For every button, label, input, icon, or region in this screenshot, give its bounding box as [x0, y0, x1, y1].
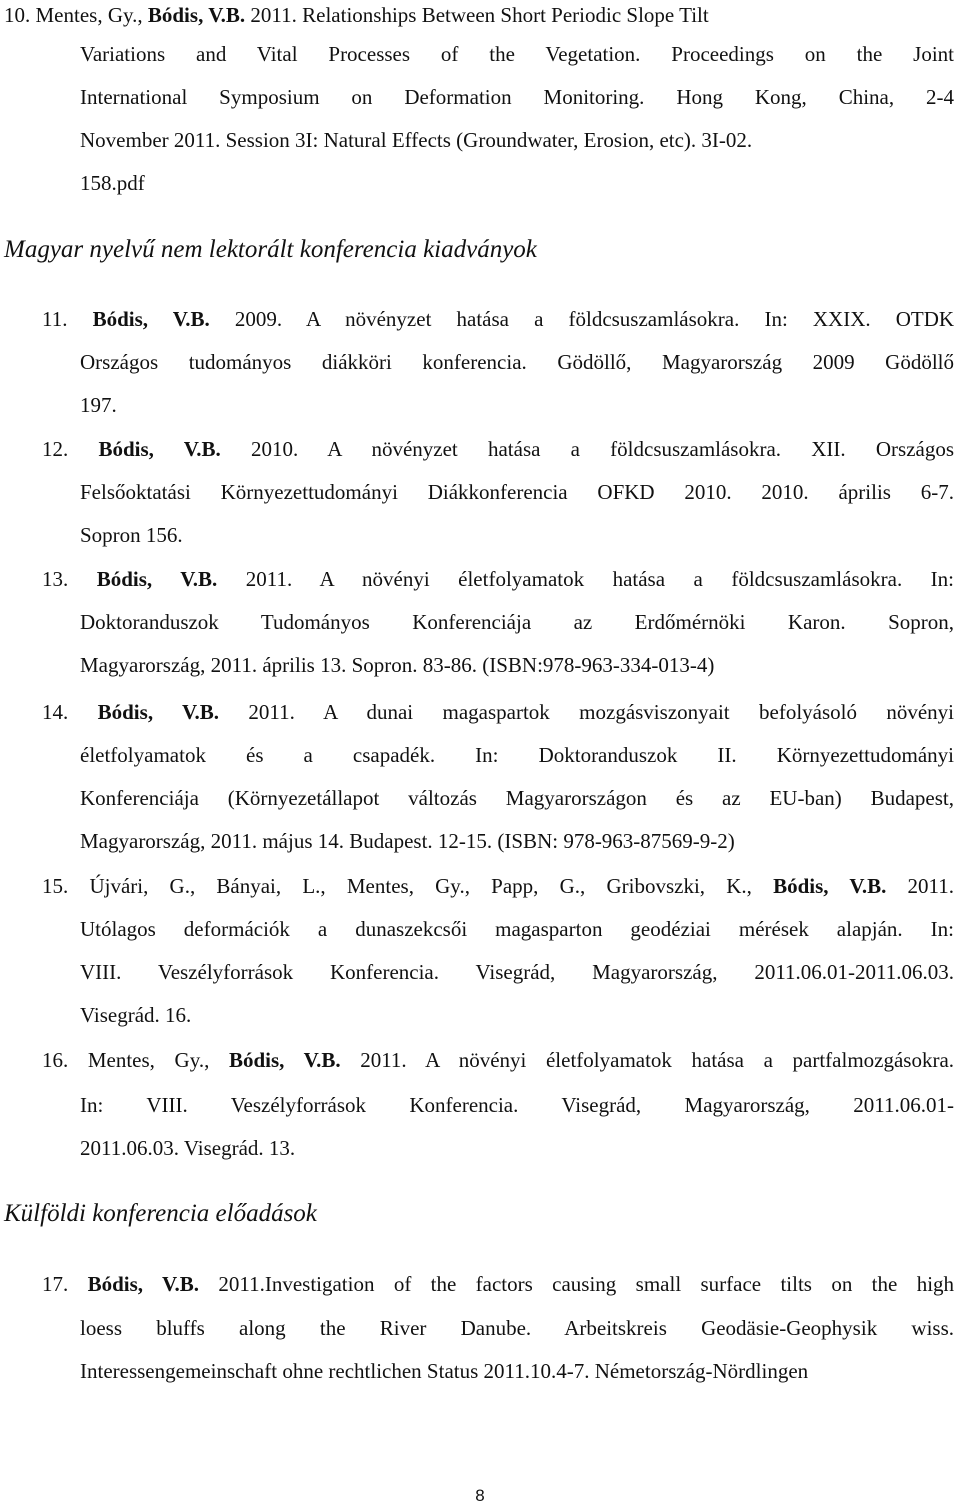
entry-text: 2011.Investigation of the factors causing small surface tilts on the high	[218, 1272, 954, 1296]
entry-number: 12.	[42, 437, 69, 461]
entry-13-line-3: Magyarország, 2011. április 13. Sopron. 83-86. (ISBN:978-963-334-013-4)	[80, 653, 715, 677]
entry-text: 2011. A dunai magaspartok mozgásviszonyait befolyásoló növényi	[248, 700, 954, 724]
entry-12-line-2: Felsőoktatási Környezettudományi Diákkonferencia OFKD 2010. 2010. április 6-7.	[80, 480, 954, 504]
entry-number: 17.	[42, 1272, 69, 1296]
entry-10-line-2: Variations and Vital Processes of the Vegetation. Proceedings on the Joint	[80, 42, 954, 66]
entry-14-line-4: Magyarország, 2011. május 14. Budapest. 12-15. (ISBN: 978-963-87569-9-2)	[80, 829, 735, 853]
entry-15-line-2: Utólagos deformációk a dunaszekcsői magasparton geodéziai mérések alapján. In:	[80, 917, 954, 941]
entry-author-bold: Bódis, V.B.	[96, 567, 218, 591]
entry-author-bold: Bódis, V.B.	[147, 3, 246, 27]
entry-15-line-4: Visegrád. 16.	[80, 1003, 192, 1027]
entry-author-bold: Bódis, V.B.	[228, 1048, 341, 1072]
entry-number: 15.	[42, 874, 69, 898]
entry-authors: Újvári, G., Bányai, L., Mentes, Gy., Papp, G., Gribovszki, K.,	[89, 874, 752, 898]
entry-author-bold: Bódis, V.B.	[97, 700, 220, 724]
entry-11-line-1	[42, 304, 954, 334]
entry-15-line-3: VIII. Veszélyforrások Konferencia. Visegrád, Magyarország, 2011.06.01-2011.06.03.	[80, 960, 954, 984]
entry-16-line-1	[42, 1045, 954, 1075]
entry-text: 2011. A növényi életfolyamatok hatása a földcsuszamlásokra. In:	[245, 567, 954, 591]
entry-text: 2011. Relationships Between Short Periodic Slope Tilt	[250, 3, 709, 27]
entry-17-line-1	[42, 1269, 954, 1299]
entry-author-bold: Bódis, V.B.	[98, 437, 221, 461]
entry-author-bold: Bódis, V.B.	[92, 307, 210, 331]
entry-14-line-2: életfolyamatok és a csapadék. In: Doktoranduszok II. Környezettudományi	[80, 743, 954, 767]
entry-13-line-1	[42, 564, 954, 594]
page-number: 8	[475, 1486, 485, 1505]
entry-authors: Mentes, Gy.,	[35, 3, 143, 27]
entry-author-bold: Bódis, V.B.	[773, 874, 887, 898]
entry-17-line-2: loess bluffs along the River Danube. Arbeitskreis Geodäsie-Geophysik wiss.	[80, 1316, 954, 1340]
entry-11-line-2: Országos tudományos diákköri konferencia. Gödöllő, Magyarország 2009 Gödöllő	[80, 350, 954, 374]
entry-number: 10.	[4, 3, 31, 27]
entry-17-line-3: Interessengemeinschaft ohne rechtlichen Status 2011.10.4-7. Németország-Nördlingen	[80, 1359, 809, 1383]
entry-text: 2011.	[907, 874, 954, 898]
entry-author-bold: Bódis, V.B.	[87, 1272, 199, 1296]
entry-15-line-1	[42, 871, 954, 901]
entry-number: 16.	[42, 1048, 69, 1072]
entry-10-line-1	[4, 0, 954, 30]
entry-10-line-4: November 2011. Session 3I: Natural Effects (Groundwater, Erosion, etc). 3I-02.	[80, 128, 753, 152]
entry-authors: Mentes, Gy.,	[87, 1048, 210, 1072]
entry-10-line-5: 158.pdf	[80, 171, 145, 195]
entry-text: 2011. A növényi életfolyamatok hatása a partfalmozgásokra.	[360, 1048, 954, 1072]
entry-text: 2009. A növényzet hatása a földcsuszamlásokra. In: XXIX. OTDK	[234, 307, 954, 331]
entry-16-line-2: In: VIII. Veszélyforrások Konferencia. Visegrád, Magyarország, 2011.06.01-	[80, 1093, 954, 1117]
entry-12-line-3: Sopron 156.	[80, 523, 183, 547]
entry-number: 13.	[42, 567, 69, 591]
entry-10-line-3: International Symposium on Deformation Monitoring. Hong Kong, China, 2-4	[80, 85, 954, 109]
section-heading-foreign: Külföldi konferencia előadások	[4, 1200, 317, 1227]
entry-11-line-3: 197.	[80, 393, 117, 417]
entry-13-line-2: Doktoranduszok Tudományos Konferenciája az Erdőmérnöki Karon. Sopron,	[80, 610, 954, 634]
entry-12-line-1	[42, 434, 954, 464]
entry-number: 11.	[42, 307, 68, 331]
entry-number: 14.	[42, 700, 69, 724]
section-heading-hungarian: Magyar nyelvű nem lektorált konferencia kiadványok	[4, 236, 537, 263]
entry-16-line-3: 2011.06.03. Visegrád. 13.	[80, 1136, 296, 1160]
entry-text: 2010. A növényzet hatása a földcsuszamlásokra. XII. Országos	[250, 437, 954, 461]
entry-14-line-1	[42, 697, 954, 727]
entry-14-line-3: Konferenciája (Környezetállapot változás Magyarországon és az EU-ban) Budapest,	[80, 786, 954, 810]
